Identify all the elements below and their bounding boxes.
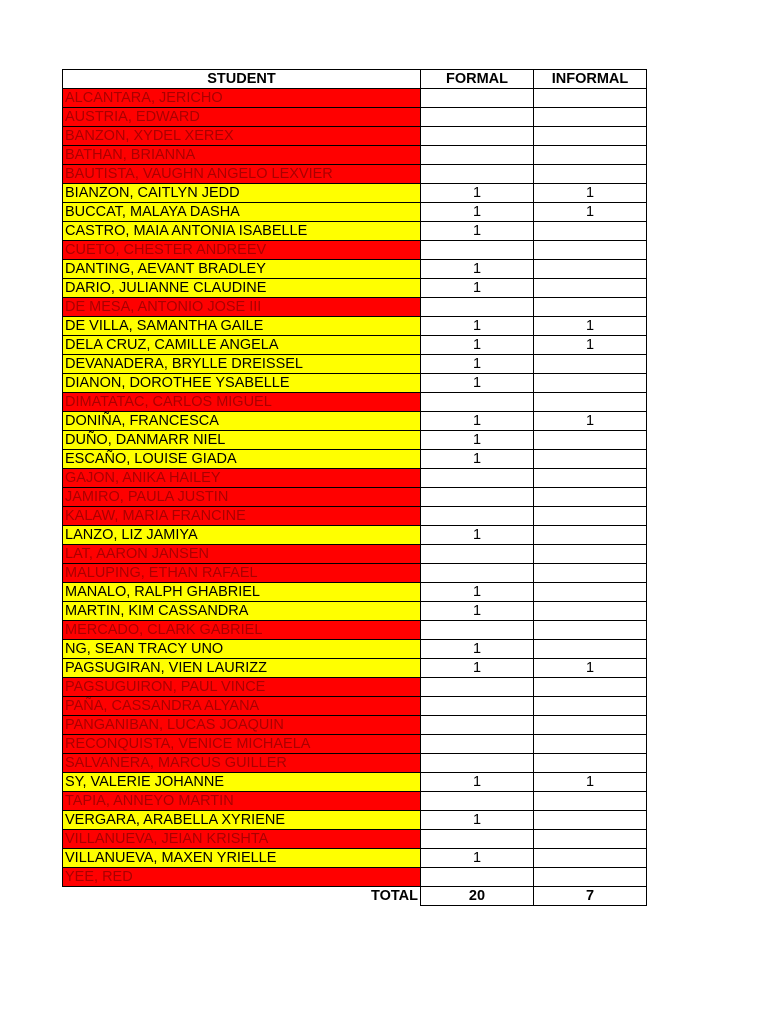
informal-cell[interactable] bbox=[534, 545, 647, 564]
formal-cell[interactable] bbox=[421, 393, 534, 412]
formal-cell[interactable] bbox=[421, 507, 534, 526]
formal-cell[interactable] bbox=[421, 792, 534, 811]
formal-cell[interactable] bbox=[421, 545, 534, 564]
table-row[interactable] bbox=[63, 754, 647, 773]
student-name-cell[interactable]: VERGARA, ARABELLA XYRIENE bbox=[63, 811, 421, 830]
informal-cell[interactable] bbox=[534, 355, 647, 374]
total-informal: 7 bbox=[534, 887, 647, 906]
formal-cell[interactable] bbox=[421, 697, 534, 716]
table-row[interactable] bbox=[63, 146, 647, 165]
table-row[interactable] bbox=[63, 507, 647, 526]
table-row[interactable] bbox=[63, 298, 647, 317]
informal-cell[interactable] bbox=[534, 165, 647, 184]
formal-cell[interactable]: 1 bbox=[421, 773, 534, 792]
student-name-cell[interactable]: AUSTRIA, EDWARD bbox=[63, 108, 421, 127]
formal-cell[interactable]: 1 bbox=[421, 659, 534, 678]
table-row[interactable] bbox=[63, 811, 647, 830]
table-row[interactable] bbox=[63, 868, 647, 887]
student-name-cell[interactable]: GAJON, ANIKA HAILEY bbox=[63, 469, 421, 488]
table-row[interactable] bbox=[63, 488, 647, 507]
formal-cell[interactable]: 1 bbox=[421, 412, 534, 431]
formal-cell[interactable]: 1 bbox=[421, 355, 534, 374]
formal-cell[interactable] bbox=[421, 716, 534, 735]
formal-cell[interactable]: 1 bbox=[421, 317, 534, 336]
informal-cell[interactable] bbox=[534, 868, 647, 887]
formal-cell[interactable]: 1 bbox=[421, 336, 534, 355]
informal-cell[interactable] bbox=[534, 811, 647, 830]
table-row[interactable] bbox=[63, 279, 647, 298]
informal-cell[interactable] bbox=[534, 526, 647, 545]
formal-cell[interactable]: 1 bbox=[421, 431, 534, 450]
formal-cell[interactable] bbox=[421, 868, 534, 887]
formal-cell[interactable]: 1 bbox=[421, 374, 534, 393]
student-name-cell[interactable]: MALUPING, ETHAN RAFAEL bbox=[63, 564, 421, 583]
formal-cell[interactable] bbox=[421, 469, 534, 488]
informal-cell[interactable] bbox=[534, 583, 647, 602]
student-name-cell[interactable]: DANTING, AEVANT BRADLEY bbox=[63, 260, 421, 279]
student-name-cell[interactable]: DIANON, DOROTHEE YSABELLE bbox=[63, 374, 421, 393]
formal-cell[interactable] bbox=[421, 830, 534, 849]
student-name-cell[interactable]: RECONQUISTA, VENICE MICHAELA bbox=[63, 735, 421, 754]
total-row bbox=[63, 887, 647, 906]
table-row[interactable] bbox=[63, 640, 647, 659]
table-row[interactable] bbox=[63, 241, 647, 260]
formal-cell[interactable] bbox=[421, 564, 534, 583]
student-name-cell[interactable]: BUCCAT, MALAYA DASHA bbox=[63, 203, 421, 222]
informal-cell[interactable] bbox=[534, 108, 647, 127]
informal-cell[interactable] bbox=[534, 450, 647, 469]
table-row[interactable] bbox=[63, 450, 647, 469]
informal-cell[interactable] bbox=[534, 127, 647, 146]
student-name-cell[interactable]: DEVANADERA, BRYLLE DREISSEL bbox=[63, 355, 421, 374]
informal-cell[interactable] bbox=[534, 621, 647, 640]
student-name-cell[interactable]: DELA CRUZ, CAMILLE ANGELA bbox=[63, 336, 421, 355]
student-name-cell[interactable]: MANALO, RALPH GHABRIEL bbox=[63, 583, 421, 602]
formal-cell[interactable] bbox=[421, 298, 534, 317]
table-row[interactable] bbox=[63, 830, 647, 849]
table-row[interactable] bbox=[63, 564, 647, 583]
student-name-cell[interactable]: DUÑO, DANMARR NIEL bbox=[63, 431, 421, 450]
student-name-cell[interactable]: PAÑA, CASSANDRA ALYANA bbox=[63, 697, 421, 716]
student-name-cell[interactable]: DONIÑA, FRANCESCA bbox=[63, 412, 421, 431]
informal-cell[interactable] bbox=[534, 507, 647, 526]
table-row[interactable] bbox=[63, 393, 647, 412]
student-name-cell[interactable]: DARIO, JULIANNE CLAUDINE bbox=[63, 279, 421, 298]
informal-cell[interactable] bbox=[534, 374, 647, 393]
table-row[interactable] bbox=[63, 108, 647, 127]
student-name-cell[interactable]: MERCADO, CLARK GABRIEL bbox=[63, 621, 421, 640]
student-name-cell[interactable]: SY, VALERIE JOHANNE bbox=[63, 773, 421, 792]
attendance-table bbox=[62, 69, 647, 906]
informal-cell[interactable]: 1 bbox=[534, 203, 647, 222]
informal-cell[interactable] bbox=[534, 735, 647, 754]
student-name-cell[interactable]: LANZO, LIZ JAMIYA bbox=[63, 526, 421, 545]
table-row[interactable] bbox=[63, 165, 647, 184]
student-name-cell[interactable]: PAGSUGUIRON, PAUL VINCE bbox=[63, 678, 421, 697]
student-name-cell[interactable]: VILLANUEVA, MAXEN YRIELLE bbox=[63, 849, 421, 868]
informal-cell[interactable] bbox=[534, 564, 647, 583]
informal-cell[interactable] bbox=[534, 298, 647, 317]
student-name-cell[interactable]: BAUTISTA, VAUGHN ANGELO LEXVIER bbox=[63, 165, 421, 184]
formal-cell[interactable] bbox=[421, 678, 534, 697]
total-label: TOTAL bbox=[63, 887, 421, 906]
table-row[interactable] bbox=[63, 184, 647, 203]
informal-column-header: INFORMAL bbox=[534, 70, 647, 89]
student-name-cell[interactable]: VILLANUEVA, JEIAN KRISHTA bbox=[63, 830, 421, 849]
informal-cell[interactable] bbox=[534, 222, 647, 241]
table-row[interactable] bbox=[63, 222, 647, 241]
formal-cell[interactable] bbox=[421, 735, 534, 754]
formal-cell[interactable]: 1 bbox=[421, 184, 534, 203]
informal-cell[interactable] bbox=[534, 469, 647, 488]
student-name-cell[interactable]: ESCAÑO, LOUISE GIADA bbox=[63, 450, 421, 469]
informal-cell[interactable] bbox=[534, 716, 647, 735]
informal-cell[interactable] bbox=[534, 678, 647, 697]
formal-cell[interactable] bbox=[421, 754, 534, 773]
header-row bbox=[63, 70, 647, 89]
formal-cell[interactable]: 1 bbox=[421, 811, 534, 830]
informal-cell[interactable] bbox=[534, 792, 647, 811]
student-name-cell[interactable]: MARTIN, KIM CASSANDRA bbox=[63, 602, 421, 621]
formal-cell[interactable] bbox=[421, 621, 534, 640]
table-row[interactable] bbox=[63, 602, 647, 621]
informal-cell[interactable] bbox=[534, 431, 647, 450]
formal-cell[interactable] bbox=[421, 488, 534, 507]
table-row[interactable] bbox=[63, 735, 647, 754]
formal-cell[interactable]: 1 bbox=[421, 602, 534, 621]
student-column-header: STUDENT bbox=[63, 70, 421, 89]
table-row[interactable] bbox=[63, 336, 647, 355]
student-name-cell[interactable]: CUETO, CHESTER ANDREEV bbox=[63, 241, 421, 260]
formal-cell[interactable]: 1 bbox=[421, 640, 534, 659]
informal-cell[interactable]: 1 bbox=[534, 184, 647, 203]
formal-cell[interactable]: 1 bbox=[421, 279, 534, 298]
student-name-cell[interactable]: ALCANTARA, JERICHO bbox=[63, 89, 421, 108]
table-row[interactable] bbox=[63, 716, 647, 735]
informal-cell[interactable]: 1 bbox=[534, 773, 647, 792]
formal-cell[interactable]: 1 bbox=[421, 526, 534, 545]
informal-cell[interactable] bbox=[534, 393, 647, 412]
informal-cell[interactable] bbox=[534, 849, 647, 868]
formal-cell[interactable] bbox=[421, 127, 534, 146]
table-row[interactable] bbox=[63, 773, 647, 792]
informal-cell[interactable] bbox=[534, 697, 647, 716]
informal-cell[interactable] bbox=[534, 640, 647, 659]
table-row[interactable] bbox=[63, 621, 647, 640]
informal-cell[interactable] bbox=[534, 488, 647, 507]
formal-cell[interactable] bbox=[421, 165, 534, 184]
table-row[interactable] bbox=[63, 89, 647, 108]
informal-cell[interactable] bbox=[534, 146, 647, 165]
formal-cell[interactable] bbox=[421, 146, 534, 165]
student-name-cell[interactable]: BATHAN, BRIANNA bbox=[63, 146, 421, 165]
student-name-cell[interactable]: PANGANIBAN, LUCAS JOAQUIN bbox=[63, 716, 421, 735]
student-name-cell[interactable]: KALAW, MARIA FRANCINE bbox=[63, 507, 421, 526]
informal-cell[interactable] bbox=[534, 260, 647, 279]
student-rows bbox=[63, 89, 647, 887]
table-row[interactable] bbox=[63, 260, 647, 279]
student-name-cell[interactable]: SALVANERA, MARCUS GUILLER bbox=[63, 754, 421, 773]
table-row[interactable] bbox=[63, 678, 647, 697]
student-name-cell[interactable]: BANZON, XYDEL XEREX bbox=[63, 127, 421, 146]
table-row[interactable] bbox=[63, 526, 647, 545]
informal-cell[interactable] bbox=[534, 602, 647, 621]
student-name-cell[interactable]: DE VILLA, SAMANTHA GAILE bbox=[63, 317, 421, 336]
student-name-cell[interactable]: DIMATATAC, CARLOS MIGUEL bbox=[63, 393, 421, 412]
student-name-cell[interactable]: LAT, AARON JANSEN bbox=[63, 545, 421, 564]
student-name-cell[interactable]: PAGSUGIRAN, VIEN LAURIZZ bbox=[63, 659, 421, 678]
formal-column-header: FORMAL bbox=[421, 70, 534, 89]
informal-cell[interactable]: 1 bbox=[534, 336, 647, 355]
informal-cell[interactable] bbox=[534, 754, 647, 773]
formal-cell[interactable]: 1 bbox=[421, 222, 534, 241]
table-row[interactable] bbox=[63, 317, 647, 336]
table-row[interactable] bbox=[63, 127, 647, 146]
informal-cell[interactable]: 1 bbox=[534, 659, 647, 678]
table-row[interactable] bbox=[63, 374, 647, 393]
table-row[interactable] bbox=[63, 431, 647, 450]
table-row[interactable] bbox=[63, 849, 647, 868]
student-name-cell[interactable]: YEE, RED bbox=[63, 868, 421, 887]
formal-cell[interactable]: 1 bbox=[421, 450, 534, 469]
total-formal: 20 bbox=[421, 887, 534, 906]
informal-cell[interactable] bbox=[534, 830, 647, 849]
table-row[interactable] bbox=[63, 583, 647, 602]
formal-cell[interactable]: 1 bbox=[421, 849, 534, 868]
table-row[interactable] bbox=[63, 469, 647, 488]
student-name-cell[interactable]: BIANZON, CAITLYN JEDD bbox=[63, 184, 421, 203]
formal-cell[interactable] bbox=[421, 89, 534, 108]
formal-cell[interactable] bbox=[421, 108, 534, 127]
informal-cell[interactable] bbox=[534, 89, 647, 108]
student-name-cell[interactable]: CASTRO, MAIA ANTONIA ISABELLE bbox=[63, 222, 421, 241]
table-row[interactable] bbox=[63, 203, 647, 222]
table-row[interactable] bbox=[63, 792, 647, 811]
formal-cell[interactable] bbox=[421, 241, 534, 260]
table-row[interactable] bbox=[63, 355, 647, 374]
table-row[interactable] bbox=[63, 697, 647, 716]
formal-cell[interactable]: 1 bbox=[421, 583, 534, 602]
informal-cell[interactable] bbox=[534, 241, 647, 260]
student-name-cell[interactable]: DE MESA, ANTONIO JOSE III bbox=[63, 298, 421, 317]
student-name-cell[interactable]: TAPIA, ANNEYO MARTIN bbox=[63, 792, 421, 811]
student-name-cell[interactable]: JAMIRO, PAULA JUSTIN bbox=[63, 488, 421, 507]
formal-cell[interactable]: 1 bbox=[421, 260, 534, 279]
table-row[interactable] bbox=[63, 659, 647, 678]
informal-cell[interactable]: 1 bbox=[534, 317, 647, 336]
table-row[interactable] bbox=[63, 545, 647, 564]
informal-cell[interactable] bbox=[534, 279, 647, 298]
student-name-cell[interactable]: NG, SEAN TRACY UNO bbox=[63, 640, 421, 659]
table-row[interactable] bbox=[63, 412, 647, 431]
formal-cell[interactable]: 1 bbox=[421, 203, 534, 222]
informal-cell[interactable]: 1 bbox=[534, 412, 647, 431]
